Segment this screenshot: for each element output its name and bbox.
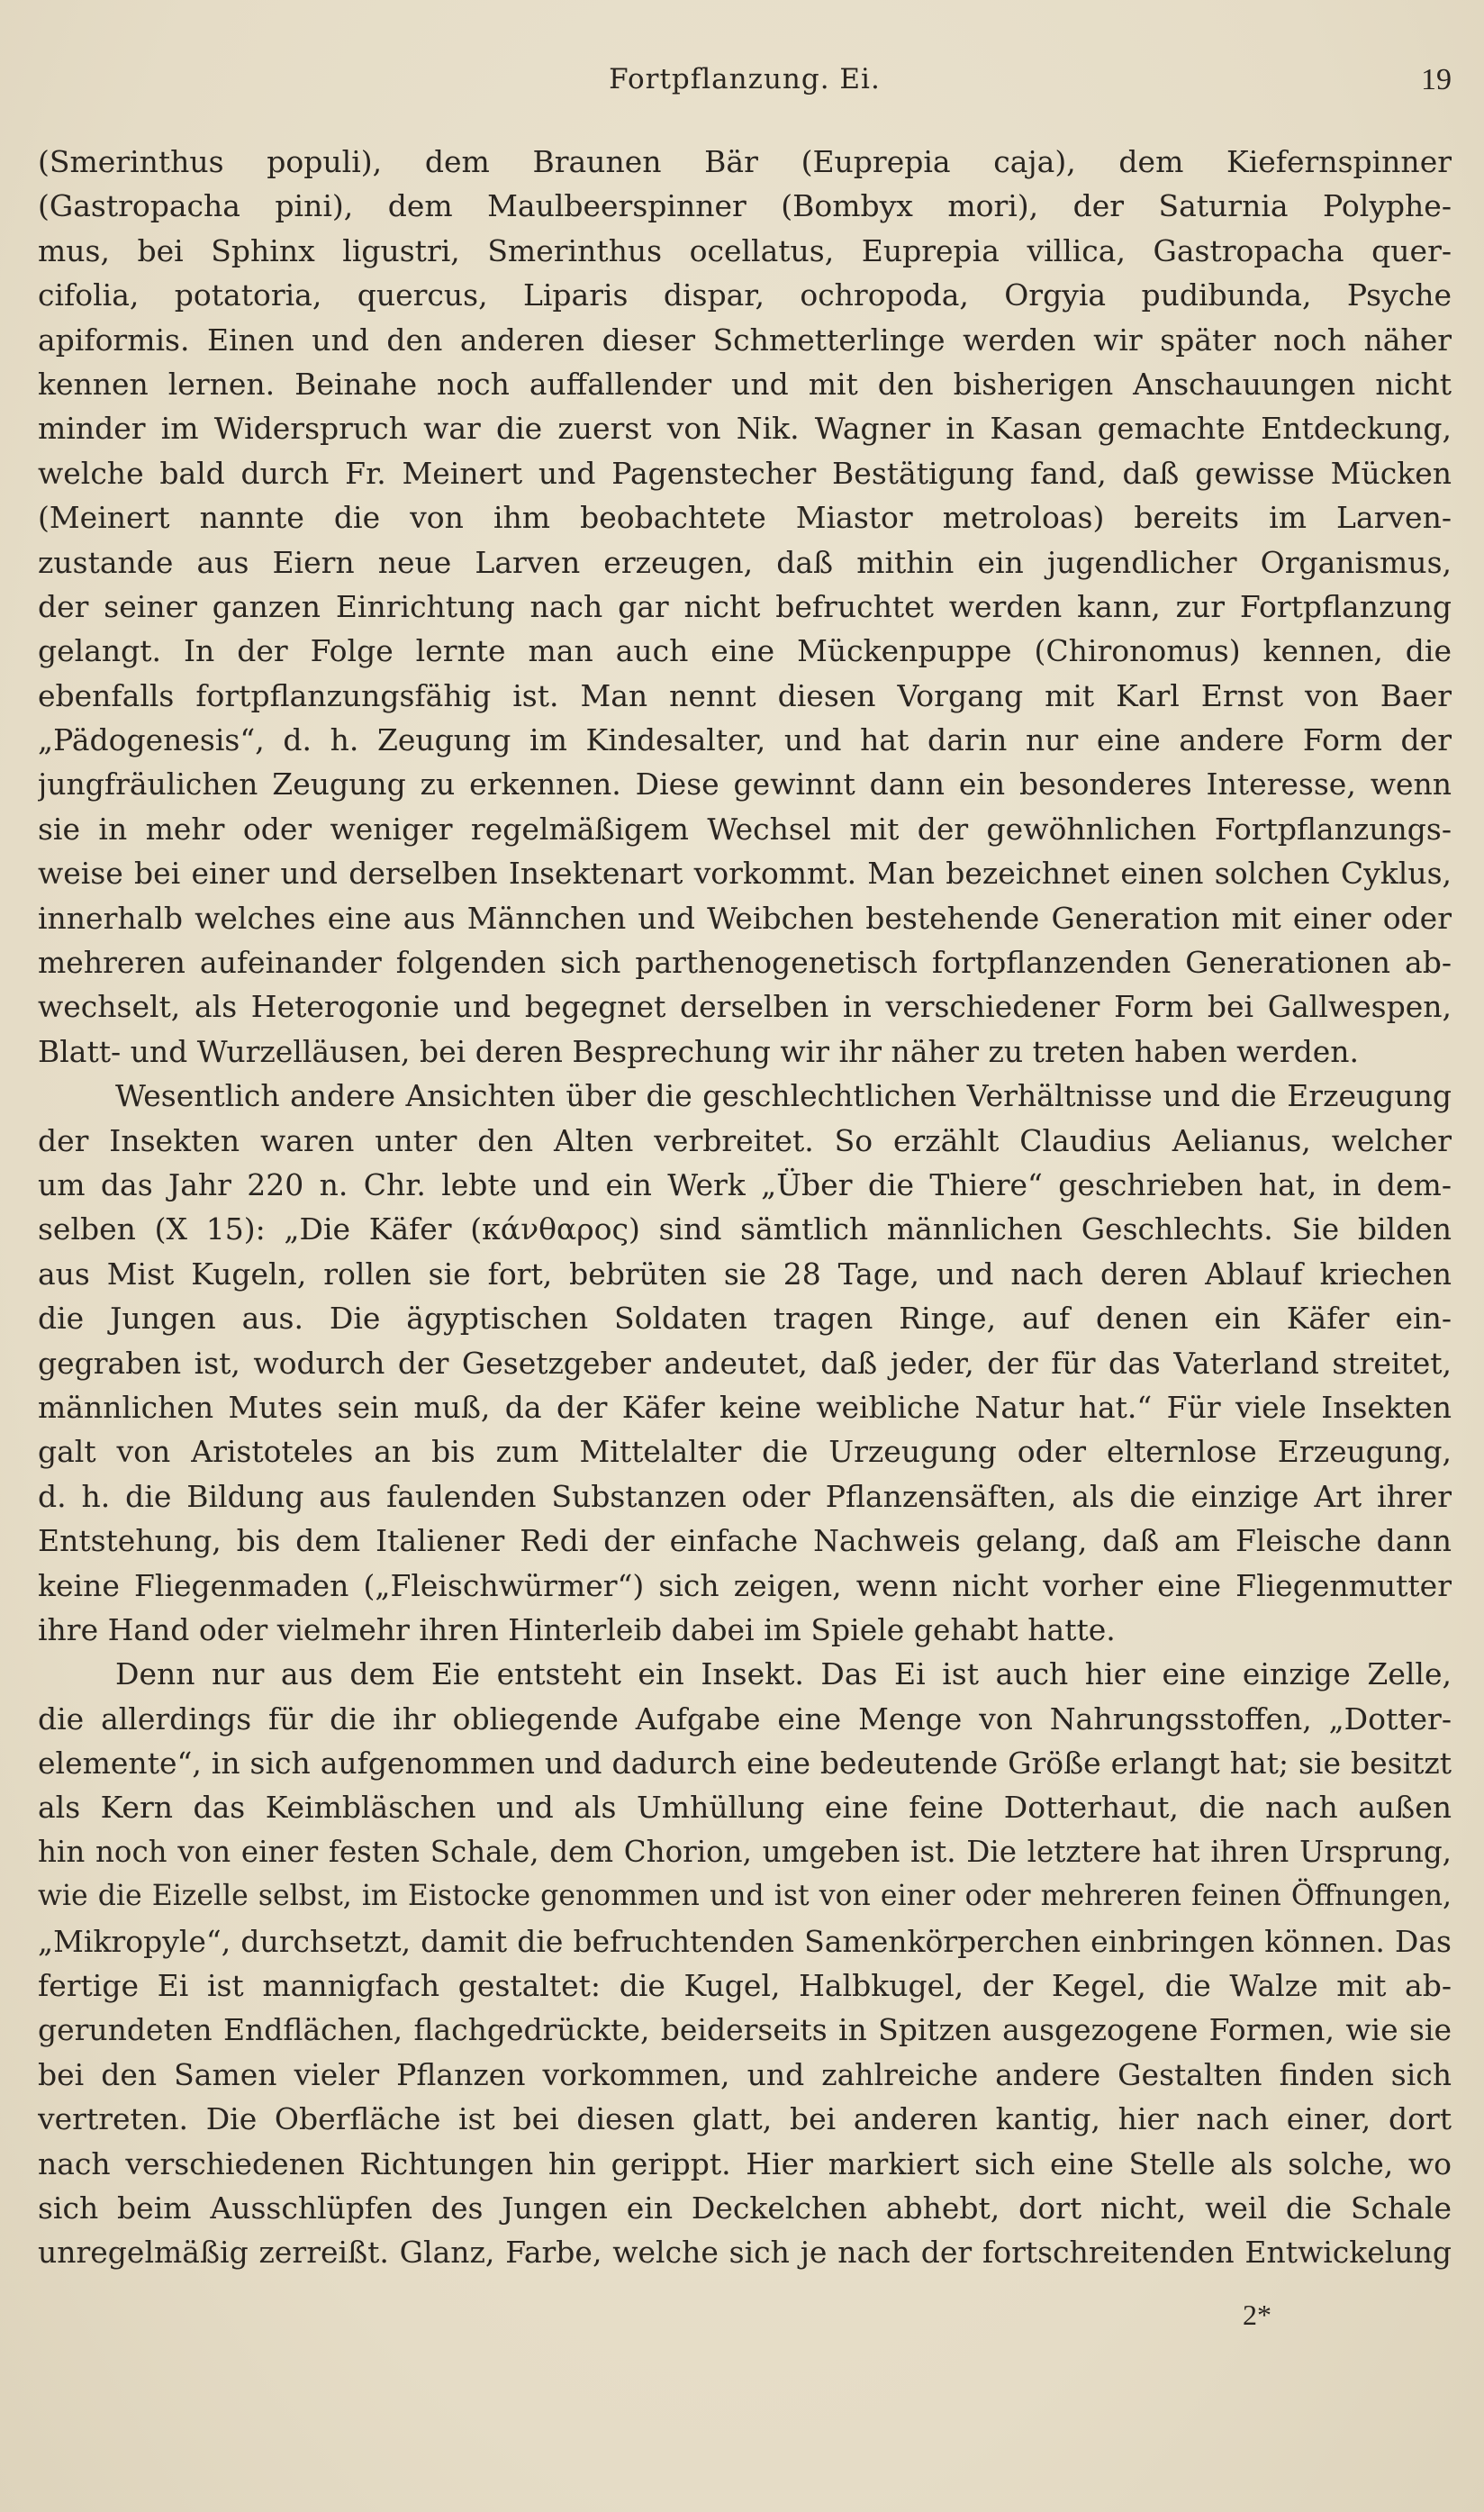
text-line: (Smerinthus populi), dem Braunen Bär (Euprepia caja), dem Kiefernspinner: [38, 144, 1452, 179]
text-line: gegraben ist, wodurch der Gesetzgeber andeutet, daß jeder, der für das Vaterland streitet,: [38, 1345, 1452, 1381]
text-line: jungfräulichen Zeugung zu erkennen. Diese gewinnt dann ein besonderes Interesse, wenn: [38, 766, 1452, 803]
text-line: vertreten. Die Oberfläche ist bei diesen glatt, bei anderen kantig, hier nach einer, dort: [38, 2101, 1452, 2137]
text-line: bei den Samen vieler Pflanzen vorkommen, und zahlreiche andere Gestalten finden sich: [38, 2056, 1452, 2092]
page-header: [38, 63, 1452, 106]
text-line: mus, bei Sphinx ligustri, Smerinthus ocellatus, Euprepia villica, Gastropacha quer-: [38, 232, 1452, 268]
text-line: die allerdings für die ihr obliegende Aufgabe eine Menge von Nahrungsstoffen, „Dotter-: [38, 1700, 1452, 1737]
text-line: wechselt, als Heterogonie und begegnet derselben in verschiedener Form bei Gallwespen,: [38, 989, 1452, 1025]
text-line: minder im Widerspruch war die zuerst von Nik. Wagner in Kasan gemachte Entdeckung,: [38, 411, 1452, 447]
text-line: zustande aus Eiern neue Larven erzeugen, daß mithin ein jugendlicher Organismus,: [38, 544, 1452, 580]
signature-mark: 2*: [1243, 2299, 1271, 2331]
text-line: der Insekten waren unter den Alten verbreitet. So erzählt Claudius Aelianus, welcher: [38, 1122, 1452, 1158]
text-line: als Kern das Keimbläschen und als Umhüllung eine feine Dotterhaut, die nach außen: [38, 1790, 1452, 1826]
text-line: ihre Hand oder vielmehr ihren Hinterleib dabei im Spiele gehabt hatte.: [38, 1611, 1116, 1647]
text-line: sie in mehr oder weniger regelmäßigem Wechsel mit der gewöhnlichen Fortpflanzungs-: [38, 811, 1452, 847]
text-line: wie die Eizelle selbst, im Eistocke genommen und ist von einer oder mehreren feinen Öffnungen,: [38, 1880, 1452, 1913]
text-line: keine Fliegenmaden („Fleischwürmer“) sich zeigen, wenn nicht vorher eine Fliegenmutter: [38, 1567, 1452, 1603]
text-line: sich beim Ausschlüpfen des Jungen ein Deckelchen abhebt, dort nicht, weil die Schale: [38, 2190, 1452, 2226]
text-line: unregelmäßig zerreißt. Glanz, Farbe, welche sich je nach der fortschreitenden Entwickelung: [38, 2235, 1452, 2271]
body-text: [38, 140, 1452, 2275]
text-line: galt von Aristoteles an bis zum Mittelalter die Urzeugung oder elternlose Erzeugung,: [38, 1434, 1452, 1470]
text-line: apiformis. Einen und den anderen dieser Schmetterlinge werden wir später noch näher: [38, 322, 1452, 358]
text-line: cifolia, potatoria, quercus, Liparis dispar, ochropoda, Orgyia pudibunda, Psyche: [38, 277, 1452, 313]
text-line: fertige Ei ist mannigfach gestaltet: die Kugel, Halbkugel, der Kegel, die Walze mit ab-: [38, 1968, 1452, 2004]
text-line: Blatt- und Wurzelläusen, bei deren Besprechung wir ihr näher zu treten haben werden.: [38, 1033, 1360, 1069]
text-line: innerhalb welches eine aus Männchen und Weibchen bestehende Generation mit einer oder: [38, 900, 1452, 936]
text-line: gerundeten Endflächen, flachgedrückte, beiderseits in Spitzen ausgezogene Formen, wie sie: [38, 2012, 1452, 2048]
text-line: mehreren aufeinander folgenden sich parthenogenetisch fortpflanzenden Generationen ab-: [38, 945, 1452, 981]
text-line: ebenfalls fortpflanzungsfähig ist. Man nennt diesen Vorgang mit Karl Ernst von Baer: [38, 677, 1452, 713]
text-line: Wesentlich andere Ansichten über die geschlechtlichen Verhältnisse und die Erzeugung: [115, 1078, 1452, 1114]
text-line: (Meinert nannte die von ihm beobachtete Miastor metroloas) bereits im Larven-: [38, 500, 1452, 536]
text-line: „Pädogenesis“, d. h. Zeugung im Kindesalter, und hat darin nur eine andere Form der: [38, 722, 1452, 758]
text-line: selben (X 15): „Die Käfer (κάνθαρος) sind sämtlich männlichen Geschlechts. Sie bilden: [38, 1211, 1452, 1247]
text-line: (Gastropacha pini), dem Maulbeerspinner (Bombyx mori), der Saturnia Polyphe-: [38, 188, 1452, 224]
text-line: männlichen Mutes sein muß, da der Käfer keine weibliche Natur hat.“ Für viele Insekten: [38, 1389, 1452, 1425]
page-number: 19: [1421, 63, 1452, 96]
text-line: d. h. die Bildung aus faulenden Substanzen oder Pflanzensäften, als die einzige Art ihrer: [38, 1478, 1452, 1514]
text-line: aus Mist Kugeln, rollen sie fort, bebrüten sie 28 Tage, und nach deren Ablauf kriechen: [38, 1256, 1452, 1292]
text-line: elemente“, in sich aufgenommen und dadurch eine bedeutende Größe erlangt hat; sie besitzt: [38, 1746, 1452, 1782]
text-line: „Mikropyle“, durchsetzt, damit die befruchtenden Samenkörperchen einbringen können. Das: [38, 1923, 1452, 1959]
text-line: der seiner ganzen Einrichtung nach gar nicht befruchtet werden kann, zur Fortpflanzung: [38, 588, 1452, 624]
text-line: Denn nur aus dem Eie entsteht ein Insekt. Das Ei ist auch hier eine einzige Zelle,: [115, 1656, 1452, 1692]
running-head: Fortpflanzung. Ei.: [609, 63, 881, 95]
text-line: weise bei einer und derselben Insektenart vorkommt. Man bezeichnet einen solchen Cyklus,: [38, 856, 1452, 892]
text-line: welche bald durch Fr. Meinert und Pagenstecher Bestätigung fand, daß gewisse Mücken: [38, 455, 1452, 491]
text-line: um das Jahr 220 n. Chr. lebte und ein Werk „Über die Thiere“ geschrieben hat, in dem-: [38, 1166, 1452, 1202]
text-line: die Jungen aus. Die ägyptischen Soldaten tragen Ringe, auf denen ein Käfer ein-: [38, 1301, 1452, 1337]
text-line: nach verschiedenen Richtungen hin gerippt. Hier markiert sich eine Stelle als solche, wo: [38, 2145, 1452, 2181]
text-line: Entstehung, bis dem Italiener Redi der einfache Nachweis gelang, daß am Fleische dann: [38, 1523, 1452, 1559]
text-line: gelangt. In der Folge lernte man auch eine Mückenpuppe (Chironomus) kennen, die: [38, 633, 1452, 669]
text-line: hin noch von einer festen Schale, dem Chorion, umgeben ist. Die letztere hat ihren Ursprung,: [38, 1834, 1452, 1869]
text-line: kennen lernen. Beinahe noch auffallender und mit den bisherigen Anschauungen nicht: [38, 366, 1452, 402]
